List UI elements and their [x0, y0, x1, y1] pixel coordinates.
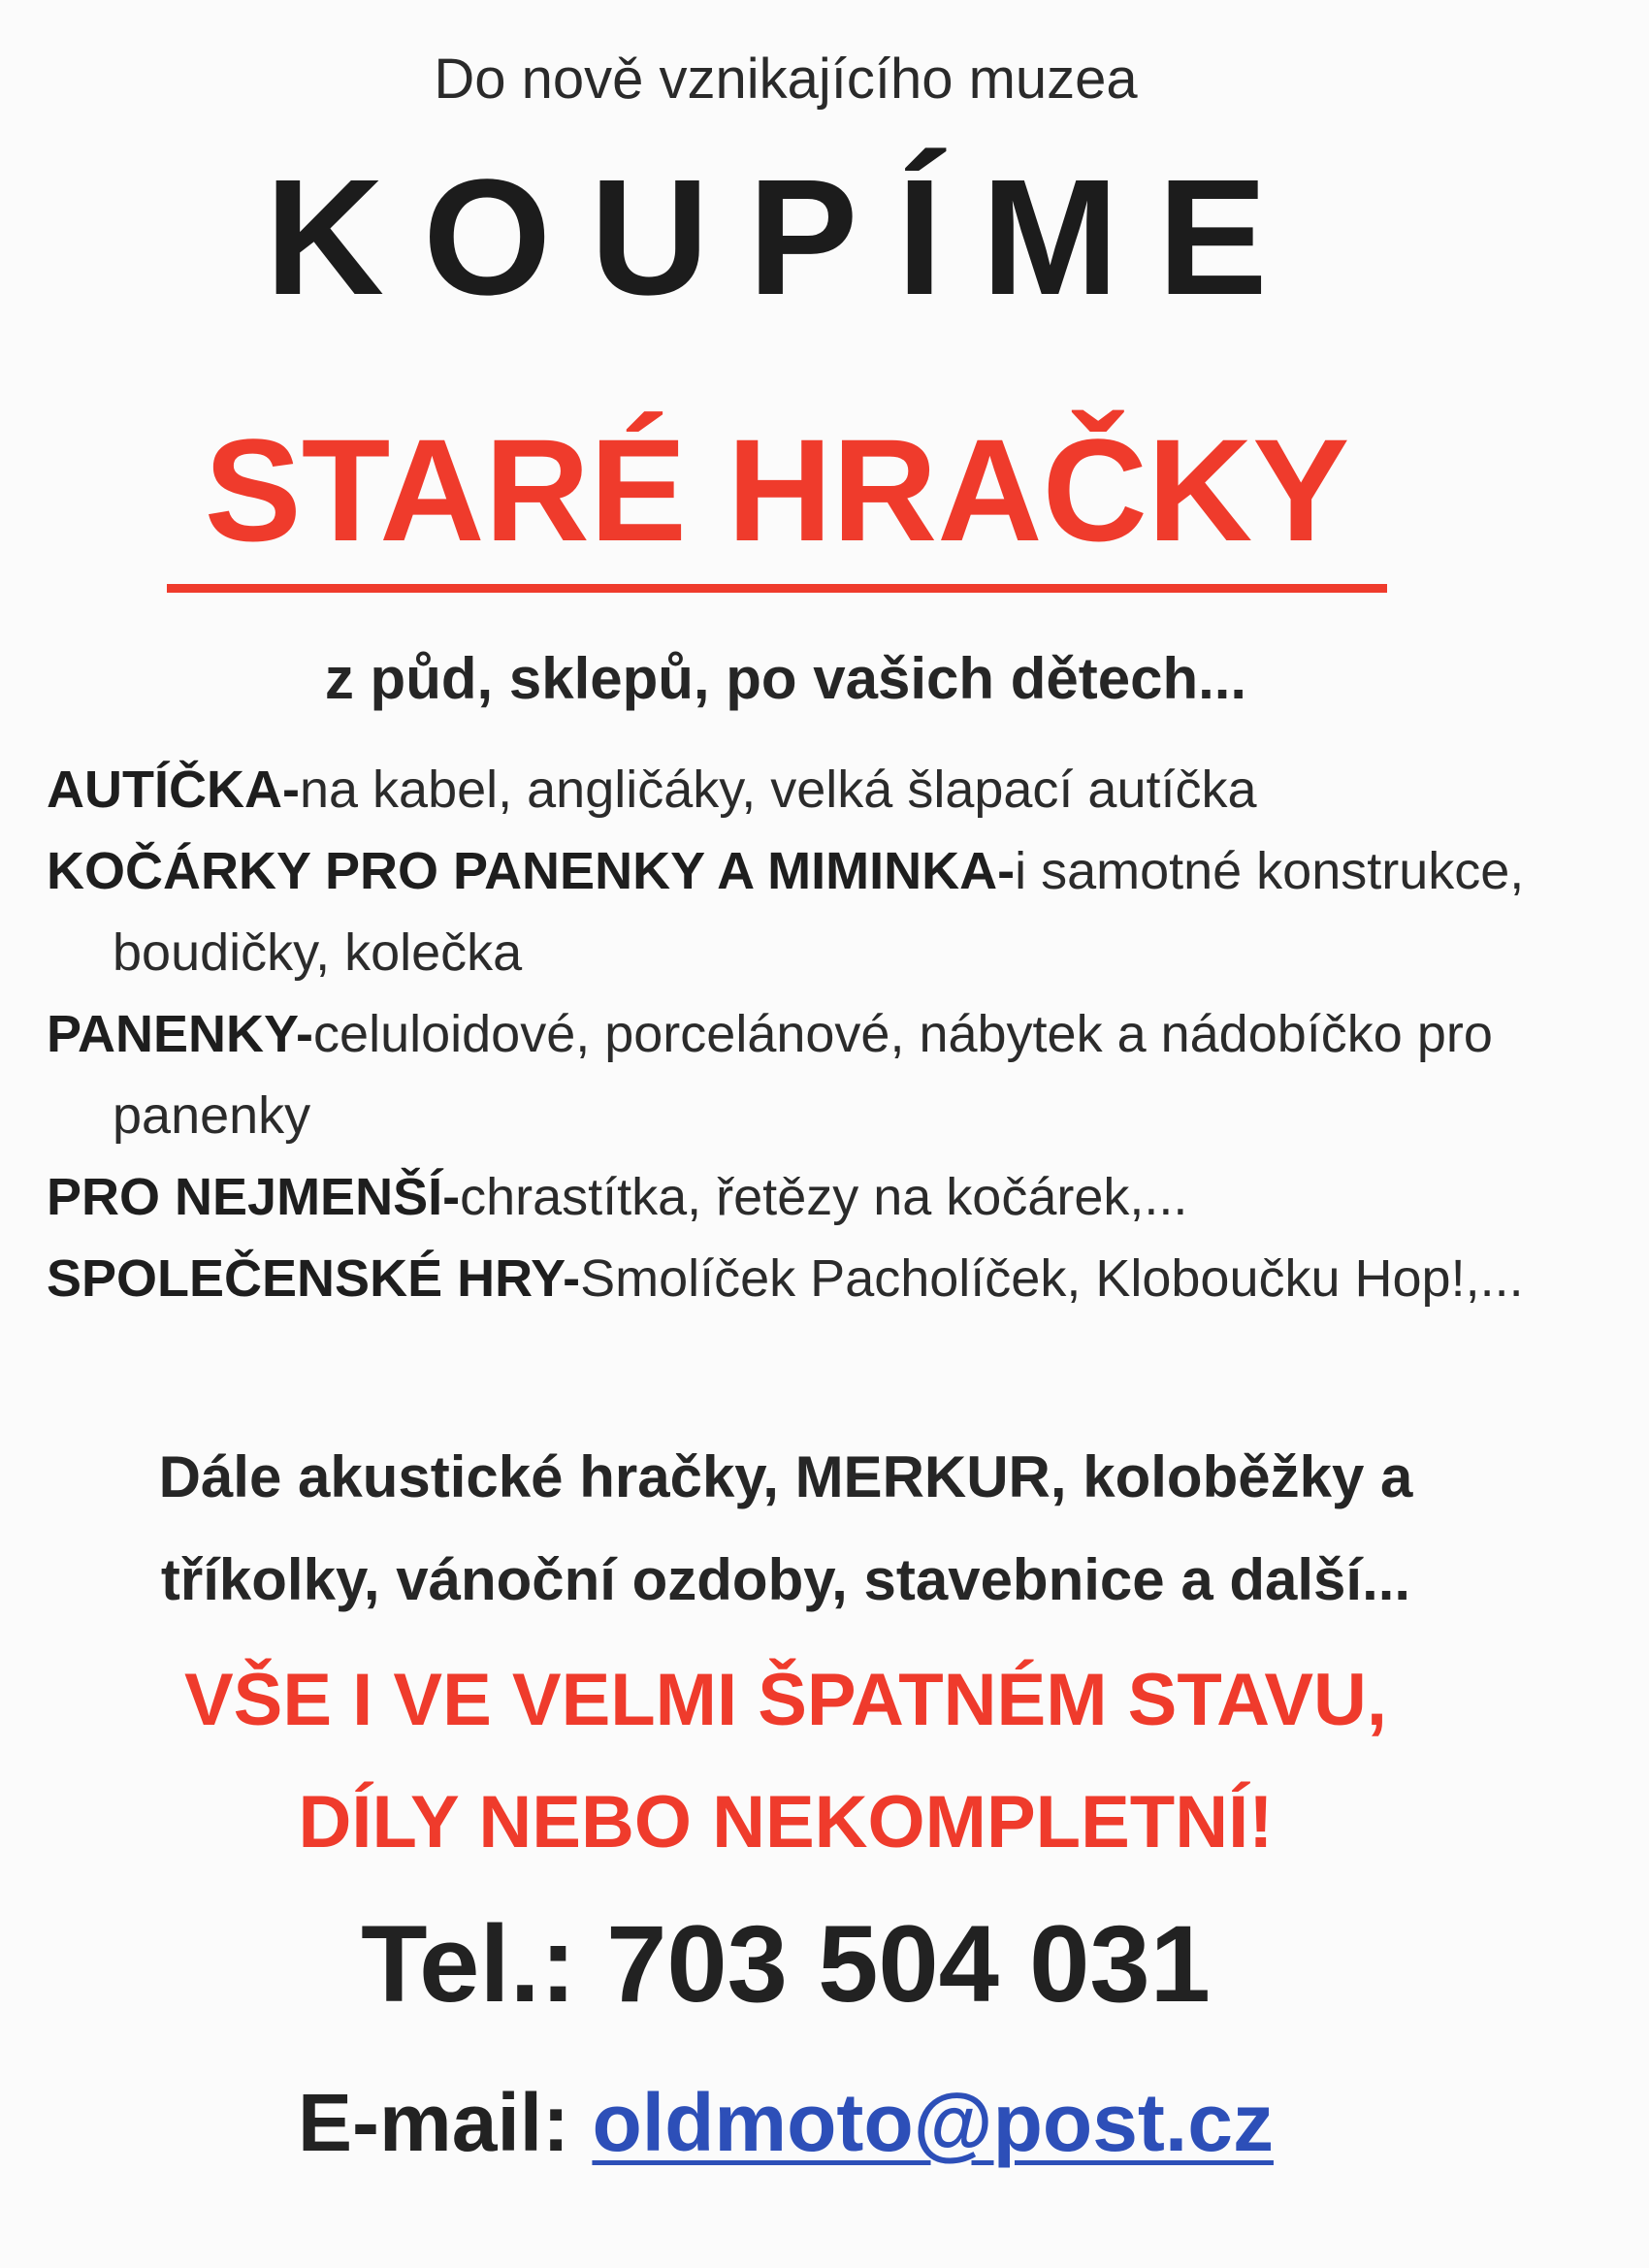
item-lead: KOČÁRKY PRO PANENKY A MIMINKA-: [47, 842, 1016, 900]
warning-line-1: VŠE I VE VELMI ŠPATNÉM STAVU,: [183, 1659, 1388, 1741]
list-item-panenky: [47, 993, 1560, 1156]
headline-stare-hracky: STARÉ HRAČKY: [204, 408, 1350, 571]
item-lead: SPOLEČENSKÉ HRY-: [47, 1249, 581, 1308]
item-text: na kabel, angličáky, velká šlapací autíčka: [299, 761, 1257, 819]
item-lead: AUTÍČKA-: [47, 761, 300, 819]
item-lead: PRO NEJMENŠÍ-: [47, 1168, 461, 1226]
condition-warning: [0, 1639, 1571, 1884]
title-koupime: KOUPÍME: [265, 146, 1307, 330]
list-item-spolecenske-hry: [47, 1238, 1560, 1319]
more-line-1: Dále akustické hračky, MERKUR, koloběžky a: [158, 1444, 1413, 1509]
item-text: celuloidové, porcelánové, nábytek a nádobíčko pro panenky: [113, 1005, 1493, 1145]
item-text: chrastítka, řetězy na kočárek,...: [460, 1168, 1188, 1226]
email-link[interactable]: oldmoto@post.cz: [592, 2077, 1274, 2168]
headline-underline: [167, 584, 1387, 593]
item-lead: PANENKY-: [47, 1005, 314, 1063]
item-list: [47, 749, 1560, 1319]
item-text: i samotné konstrukce, boudičky, kolečka: [113, 842, 1525, 982]
more-line-2: tříkolky, vánoční ozdoby, stavebnice a další...: [160, 1547, 1411, 1612]
more-items: [0, 1426, 1571, 1632]
list-item-kočárky: [47, 830, 1560, 993]
list-item-pro-nejmensi: [47, 1156, 1560, 1238]
warning-line-2: DÍLY NEBO NEKOMPLETNÍ!: [298, 1781, 1274, 1863]
item-text: Smolíček Pacholíček, Kloboučku Hop!,...: [580, 1249, 1524, 1308]
intro-text: Do nově vznikajícího muzea: [434, 48, 1138, 111]
phone-number: Tel.: 703 504 031: [361, 1903, 1211, 2025]
subline: z půd, sklepů, po vašich dětech...: [324, 646, 1247, 711]
list-item-autička: [47, 749, 1560, 830]
email-label: E-mail:: [298, 2077, 570, 2168]
email-row: [0, 2076, 1571, 2170]
